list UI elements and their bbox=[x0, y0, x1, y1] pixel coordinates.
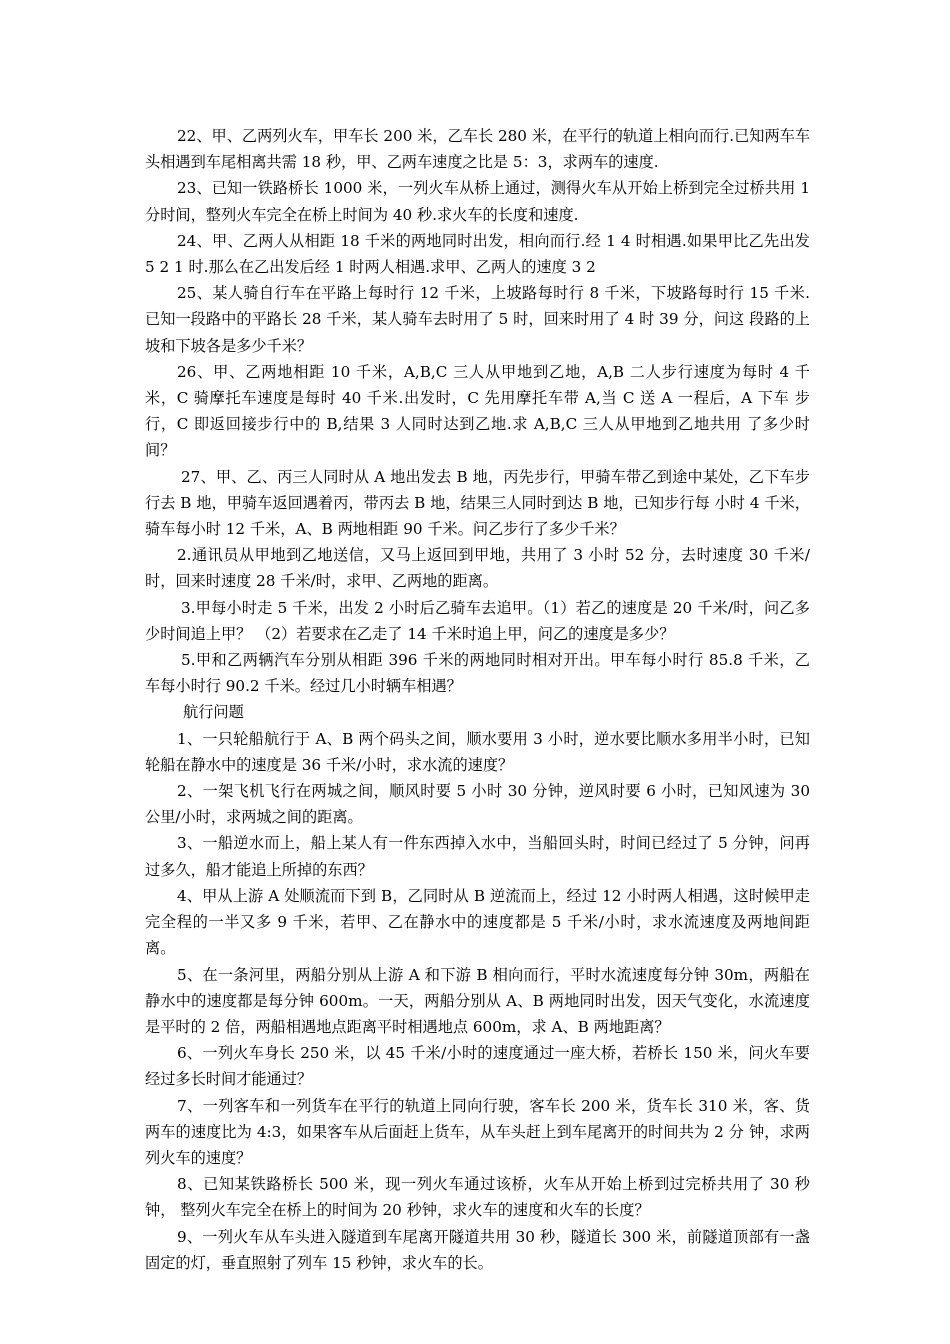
problem-3-chase: 3.甲每小时走 5 千米，出发 2 小时后乙骑车去追甲。（1）若乙的速度是 20 千米/时，问乙多少时间追上甲？ （2）若要求在乙走了 14 千米时追上甲，问乙的速度是多少？ bbox=[145, 598, 810, 643]
problem-23: 23、已知一铁路桥长 1000 米，一列火车从桥上通过，测得火车从开始上桥到完全过桥共用 1 分时间，整列火车完全在桥上时间为 40 秒.求火车的长度和速度. bbox=[145, 179, 810, 224]
problem-26: 26、甲、乙两地相距 10 千米，A,B,C 三人从甲地到乙地，A,B 二人步行速度为每时 4 千米，C 骑摩托车速度是每时 40 千米.出发时，C 先用摩托车带 A,当 C 送 A 一程后，A 下车 步行，C 即返回接步行中的 B,结果 3 人同时达到乙地.求 A,B,C 三人从甲地到乙地共用 了多少时间？ bbox=[145, 362, 810, 460]
nav-problem-8: 8、已知某铁路桥长 500 米，现一列火车通过该桥，火车从开始上桥到过完桥共用了 30 秒钟， 整列火车完全在桥上的时间为 20 秒钟，求火车的速度和火车的长度？ bbox=[145, 1175, 810, 1220]
nav-problem-5: 5、在一条河里，两船分别从上游 A 和下游 B 相向而行，平时水流速度每分钟 30m，两船在 静水中的速度都是每分钟 600m。一天，两船分别从 A、B 两地同时出发，因天气变化，水流速度是平时的 2 倍，两船相遇地点距离平时相遇地点 600m，求 A、B 两地距离？ bbox=[145, 965, 810, 1036]
problem-27: 27、甲、乙、丙三人同时从 A 地出发去 B 地，丙先步行，甲骑车带乙到途中某处，乙下车步行去 B 地，甲骑车返回遇着丙，带丙去 B 地，结果三人同时到达 B 地，已知步行每 小时 4 千米，骑车每小时 12 千米，A、B 两地相距 90 千米。问乙步行了多少千米？ bbox=[145, 467, 810, 539]
nav-problem-3: 3、一船逆水而上，船上某人有一件东西掉入水中，当船回头时，时间已经过了 5 分钟，问再过多久，船才能追上所掉的东西？ bbox=[145, 834, 810, 879]
nav-problem-2: 2、一架飞机飞行在两城之间，顺风时要 5 小时 30 分钟，逆风时要 6 小时，已知风速为 30 公里/小时，求两城之间的距离。 bbox=[145, 782, 810, 827]
nav-problem-1: 1、一只轮船航行于 A、B 两个码头之间，顺水要用 3 小时，逆水要比顺水多用半小时，已知 轮船在静水中的速度是 36 千米/小时，求水流的速度？ bbox=[145, 729, 810, 774]
nav-problem-4: 4、甲从上游 A 处顺流而下到 B，乙同时从 B 逆流而上，经过 12 小时两人相遇，这时候甲走 完全程的一半又多 9 千米，若甲、乙在静水中的速度都是 5 千米/小时，求水流速度及两地间距离。 bbox=[145, 886, 810, 958]
problem-5-cars: 5.甲和乙两辆汽车分别从相距 396 千米的两地同时相对开出。甲车每小时行 85.8 千米，乙 车每小时行 90.2 千米。经过几小时辆车相遇？ bbox=[145, 651, 810, 696]
problem-22: 22、甲、乙两列火车，甲车长 200 米，乙车长 280 米，在平行的轨道上相向而行.已知两车车头相遇到车尾相离共需 18 秒，甲、乙两车速度之比是 5：3，求两车的速度. bbox=[145, 127, 811, 172]
nav-problem-6: 6、一列火车身长 250 米，以 45 千米/小时的速度通过一座大桥，若桥长 150 米，问火车要 经过多长时间才能通过？ bbox=[145, 1044, 810, 1089]
nav-problem-7: 7、一列客车和一列货车在平行的轨道上同向行驶，客车长 200 米，货车长 310 米，客、货两车的速度比为 4:3，如果客车从后面赶上货车，从车头赶上到车尾离开的时间共为 2 分 钟，求两列火车的速度？ bbox=[145, 1096, 810, 1167]
section-heading-navigation: 航行问题 bbox=[183, 703, 244, 722]
nav-problem-9: 9、一列火车从车头进入隧道到车尾离开隧道共用 30 秒，隧道长 300 米，前隧道顶部有一盏 固定的灯，垂直照射了列车 15 秒钟，求火车的长。 bbox=[145, 1227, 810, 1272]
problem-2-courier: 2.通讯员从甲地到乙地送信，又马上返回到甲地，共用了 3 小时 52 分，去时速度 30 千米/ 时，回来时速度 28 千米/时，求甲、乙两地的距离。 bbox=[145, 546, 810, 591]
problem-25: 25、某人骑自行车在平路上每时行 12 千米，上坡路每时行 8 千米，下坡路每时行 15 千米. 已知一段路中的平路长 28 千米，某人骑车去时用了 5 时，回来时用了 4 时 39 分，问这 段路的上坡和下坡各是多少千米？ bbox=[145, 284, 810, 355]
document-body bbox=[145, 123, 810, 1276]
problem-24: 24、甲、乙两人从相距 18 千米的两地同时出发，相向而行.经 1 4 时相遇.如果甲比乙先出发 5 2 1 时.那么在乙出发后经 1 时两人相遇.求甲、乙两人的速度 3 2 bbox=[145, 231, 810, 277]
